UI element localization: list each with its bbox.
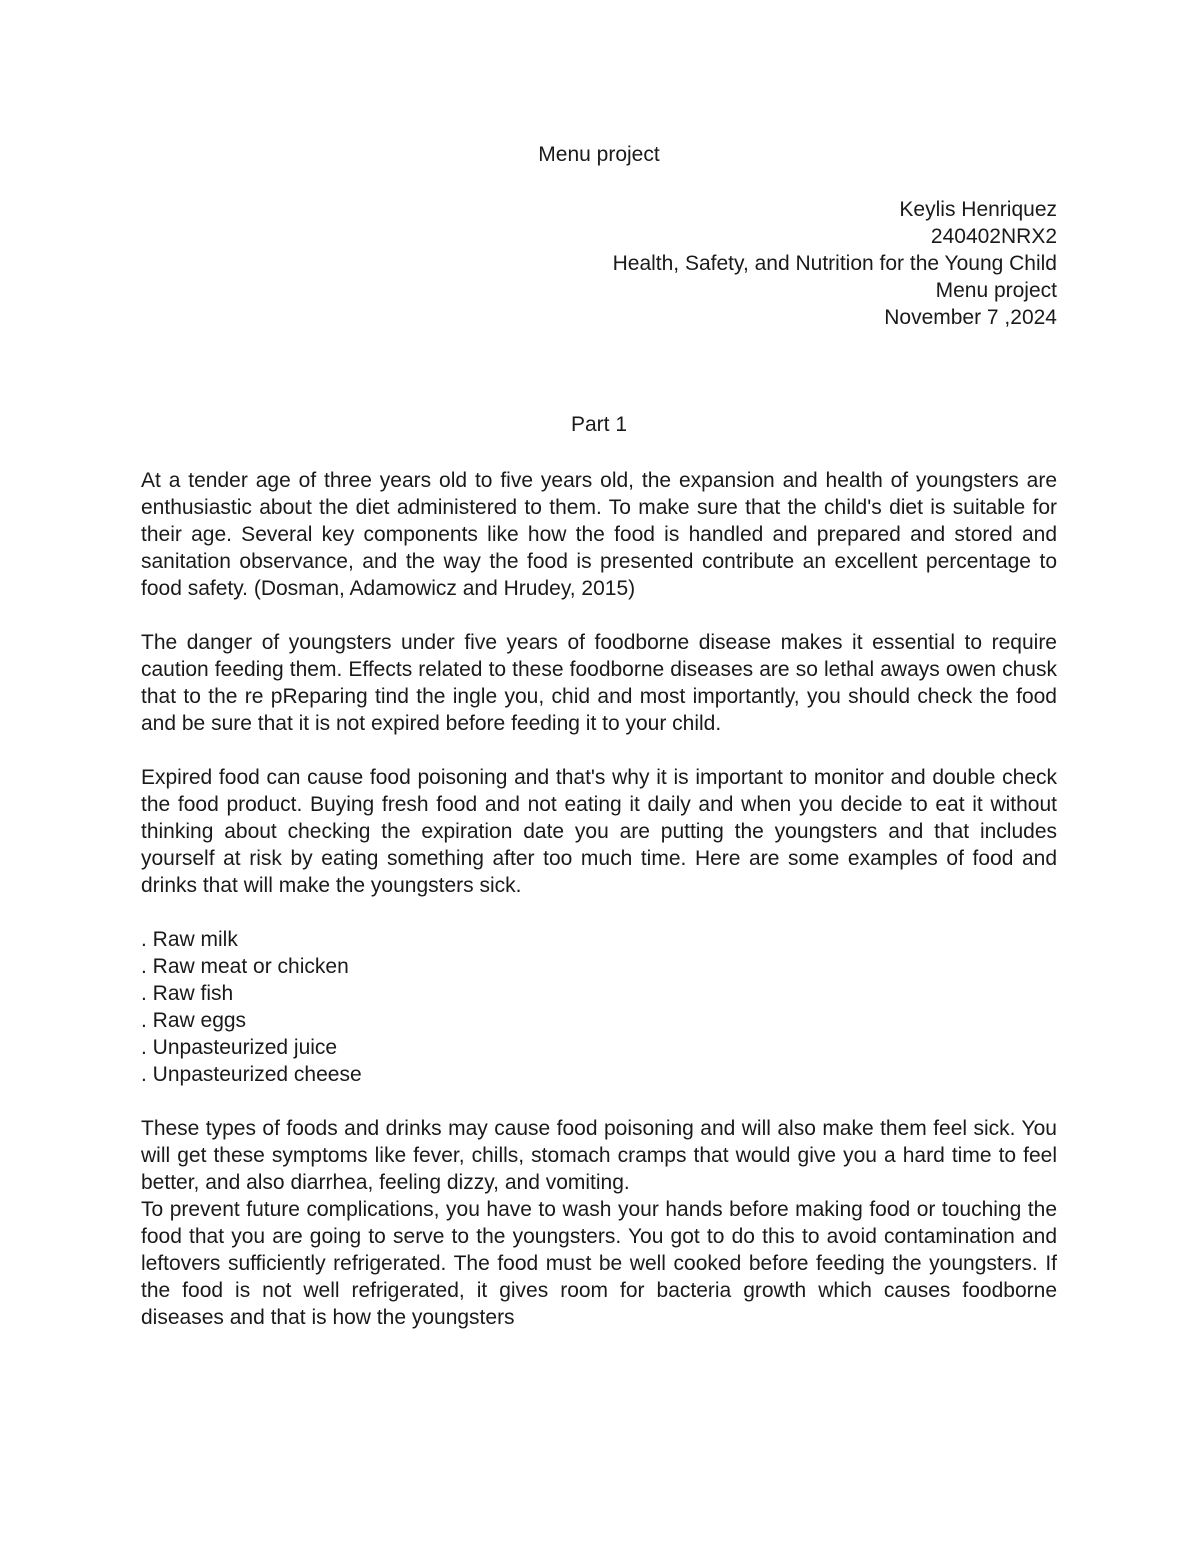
paragraph: The danger of youngsters under five years of foodborne disease makes it essential to require caution feeding them. Effects related to these foodborne diseases are so lethal aways owen chusk that to the re pReparing tind the ingle you, chid and most importantly, you should check the food and be sure that it is not expired before feeding it to your child. <box>141 631 1057 735</box>
document-date: November 7 ,2024 <box>884 306 1057 329</box>
document-title: Menu project <box>538 143 660 166</box>
list-item: . Unpasteurized cheese <box>141 1063 362 1086</box>
section-title: Part 1 <box>570 413 628 436</box>
body-text <box>141 467 1057 1331</box>
list-item: . Raw fish <box>141 982 234 1005</box>
food-list <box>141 926 1057 1088</box>
assignment-name: Menu project <box>935 279 1057 302</box>
list-item: . Unpasteurized juice <box>141 1036 338 1059</box>
list-item: . Raw meat or chicken <box>141 955 349 978</box>
paragraph: Expired food can cause food poisoning and that's why it is important to monitor and double check the food product. Buying fresh food and not eating it daily and when you decide to eat it without thinking about checking the expiration date you are putting the youngsters and that includes yourself at risk by eating something after too much time. Here are some examples of food and drinks that will make the youngsters sick. <box>141 766 1057 897</box>
course-name: Health, Safety, and Nutrition for the Young Child <box>612 252 1057 275</box>
course-code: 240402NRX2 <box>930 225 1057 248</box>
paragraph: These types of foods and drinks may cause food poisoning and will also make them feel sick. You will get these symptoms like fever, chills, stomach cramps that would give you a hard time to feel better, and also diarrhea, feeling dizzy, and vomiting. <box>141 1117 1057 1194</box>
list-item: . Raw milk <box>141 928 238 951</box>
list-item: . Raw eggs <box>141 1009 247 1032</box>
author-name: Keylis Henriquez <box>899 198 1057 221</box>
paragraph: To prevent future complications, you have to wash your hands before making food or touching the food that you are going to serve to the youngsters. You got to do this to avoid contamination and leftovers sufficiently refrigerated. The food must be well cooked before feeding the youngsters. If the food is not well refrigerated, it gives room for bacteria growth which causes foodborne diseases and that is how the youngsters <box>141 1198 1057 1329</box>
header-block <box>141 196 1057 331</box>
paragraph: At a tender age of three years old to five years old, the expansion and health of youngsters are enthusiastic about the diet administered to them. To make sure that the child's diet is suitable for their age. Several key components like how the food is handled and prepared and stored and sanitation observance, and the way the food is presented contribute an excellent percentage to food safety. (Dosman, Adamowicz and Hrudey, 2015) <box>141 469 1057 600</box>
